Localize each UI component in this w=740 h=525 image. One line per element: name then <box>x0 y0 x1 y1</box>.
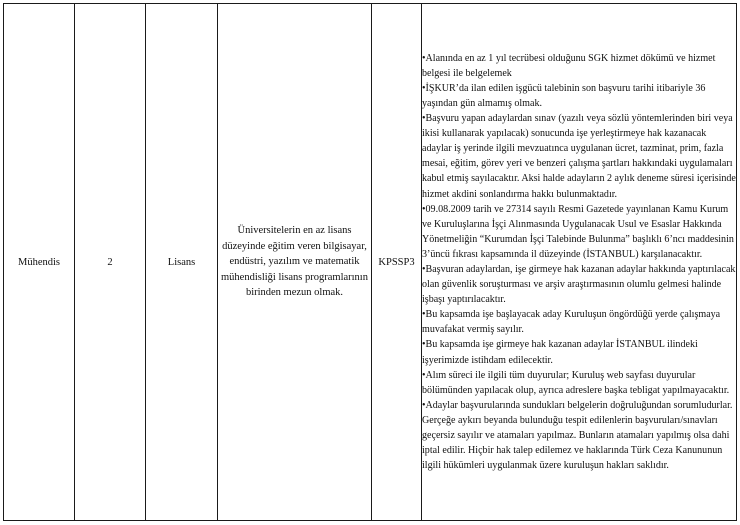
list-item: •Alanında en az 1 yıl tecrübesi olduğunu SGK hizmet dökümü ve hizmet belgesi ile belgelemek <box>422 52 716 79</box>
department-requirement: Üniversitelerin en az lisans düzeyinde eğitim veren bilgisayar, endüstri, yazılım ve matematik mühendisliği lisans programlarının birinden mezun olmak. <box>221 225 368 299</box>
list-item: •Bu kapsamda işe girmeye hak kazanan adaylar İSTANBUL ilindeki işyerimizde istihdam edilecektir. <box>422 339 698 366</box>
department-cell <box>218 4 372 521</box>
requirements-cell <box>422 4 737 521</box>
exam-cell <box>372 4 422 521</box>
list-item: •Bu kapsamda işe başlayacak aday Kuruluşun öngördüğü yerde çalışmaya muvafakat vermiş sayılır. <box>422 309 721 336</box>
requirements-list <box>422 51 736 474</box>
education-level: Lisans <box>167 256 196 268</box>
list-item: •Başvuru yapan adaylardan sınav (yazılı veya sözlü yöntemlerinden biri veya ikisi kullanarak yapılacak) sonucunda işe yerleştirmeye hak kazanacak adaylar iş yerinde ilgili mevzuatınca uygulanan ücret, tazminat, prim, fazla mesai, eğitim, görev yeri ve benzeri çalışma şartları hakkındaki uygulamaları kabul etmiş sayılacaktır. Aksi halde adayların 2 aylık deneme süresi içerisinde hizmet akdini sonlandırma hakkı bulunmaktadır. <box>422 113 736 200</box>
table-row <box>4 4 737 521</box>
position-title: Mühendis <box>18 256 60 268</box>
list-item: •Adaylar başvurularında sundukları belgelerin doğruluğundan sorumludurlar. Gerçeğe aykırı beyanda bulunduğu tespit edilenlerin başvuruları/sınavları geçersiz sayılır ve atamaları yapılmaz. Bunların atamaları yapılmış olsa dahi iptal edilir. Hiçbir hak talep edilemez ve haklarında Türk Ceza Kanununun ilgili hükümleri uygulanmak üzere kuruluşun hakları saklıdır. <box>422 399 733 472</box>
list-item: •09.08.2009 tarih ve 27314 sayılı Resmi Gazetede yayınlanan Kamu Kurum ve Kuruluşlarına İşçi Alınmasında Uygulanacak Usul ve Esaslar Hakkında Yönetmeliğin “Kurumdan İşçi Talebinde Bulunma” başlıklı 6’ncı maddesinin 3’üncü fıkrası kapsamında il düzeyinde (İSTANBUL) karşılanacaktır. <box>422 203 734 260</box>
list-item: •Başvuran adaylardan, işe girmeye hak kazanan adaylar hakkında yaptırılacak olan güvenlik soruşturması ve arşiv araştırmasının olumlu gelmesi halinde işbaşı yaptırılacaktır. <box>422 264 736 306</box>
list-item: •Alım süreci ile ilgili tüm duyurular; Kuruluş web sayfası duyurular bölümünden yapılacak olup, ayrıca adreslere başka tebligat yapılmayacaktır. <box>422 369 730 396</box>
list-item: •İŞKUR’da ilan edilen işgücü talebinin son başvuru tarihi itibariyle 36 yaşından gün almamış olmak. <box>422 82 706 109</box>
exam-score-type: KPSSP3 <box>378 256 415 268</box>
education-cell <box>146 4 218 521</box>
job-requirements-table <box>3 3 737 521</box>
position-count: 2 <box>107 256 113 268</box>
position-cell <box>4 4 75 521</box>
count-cell <box>75 4 146 521</box>
